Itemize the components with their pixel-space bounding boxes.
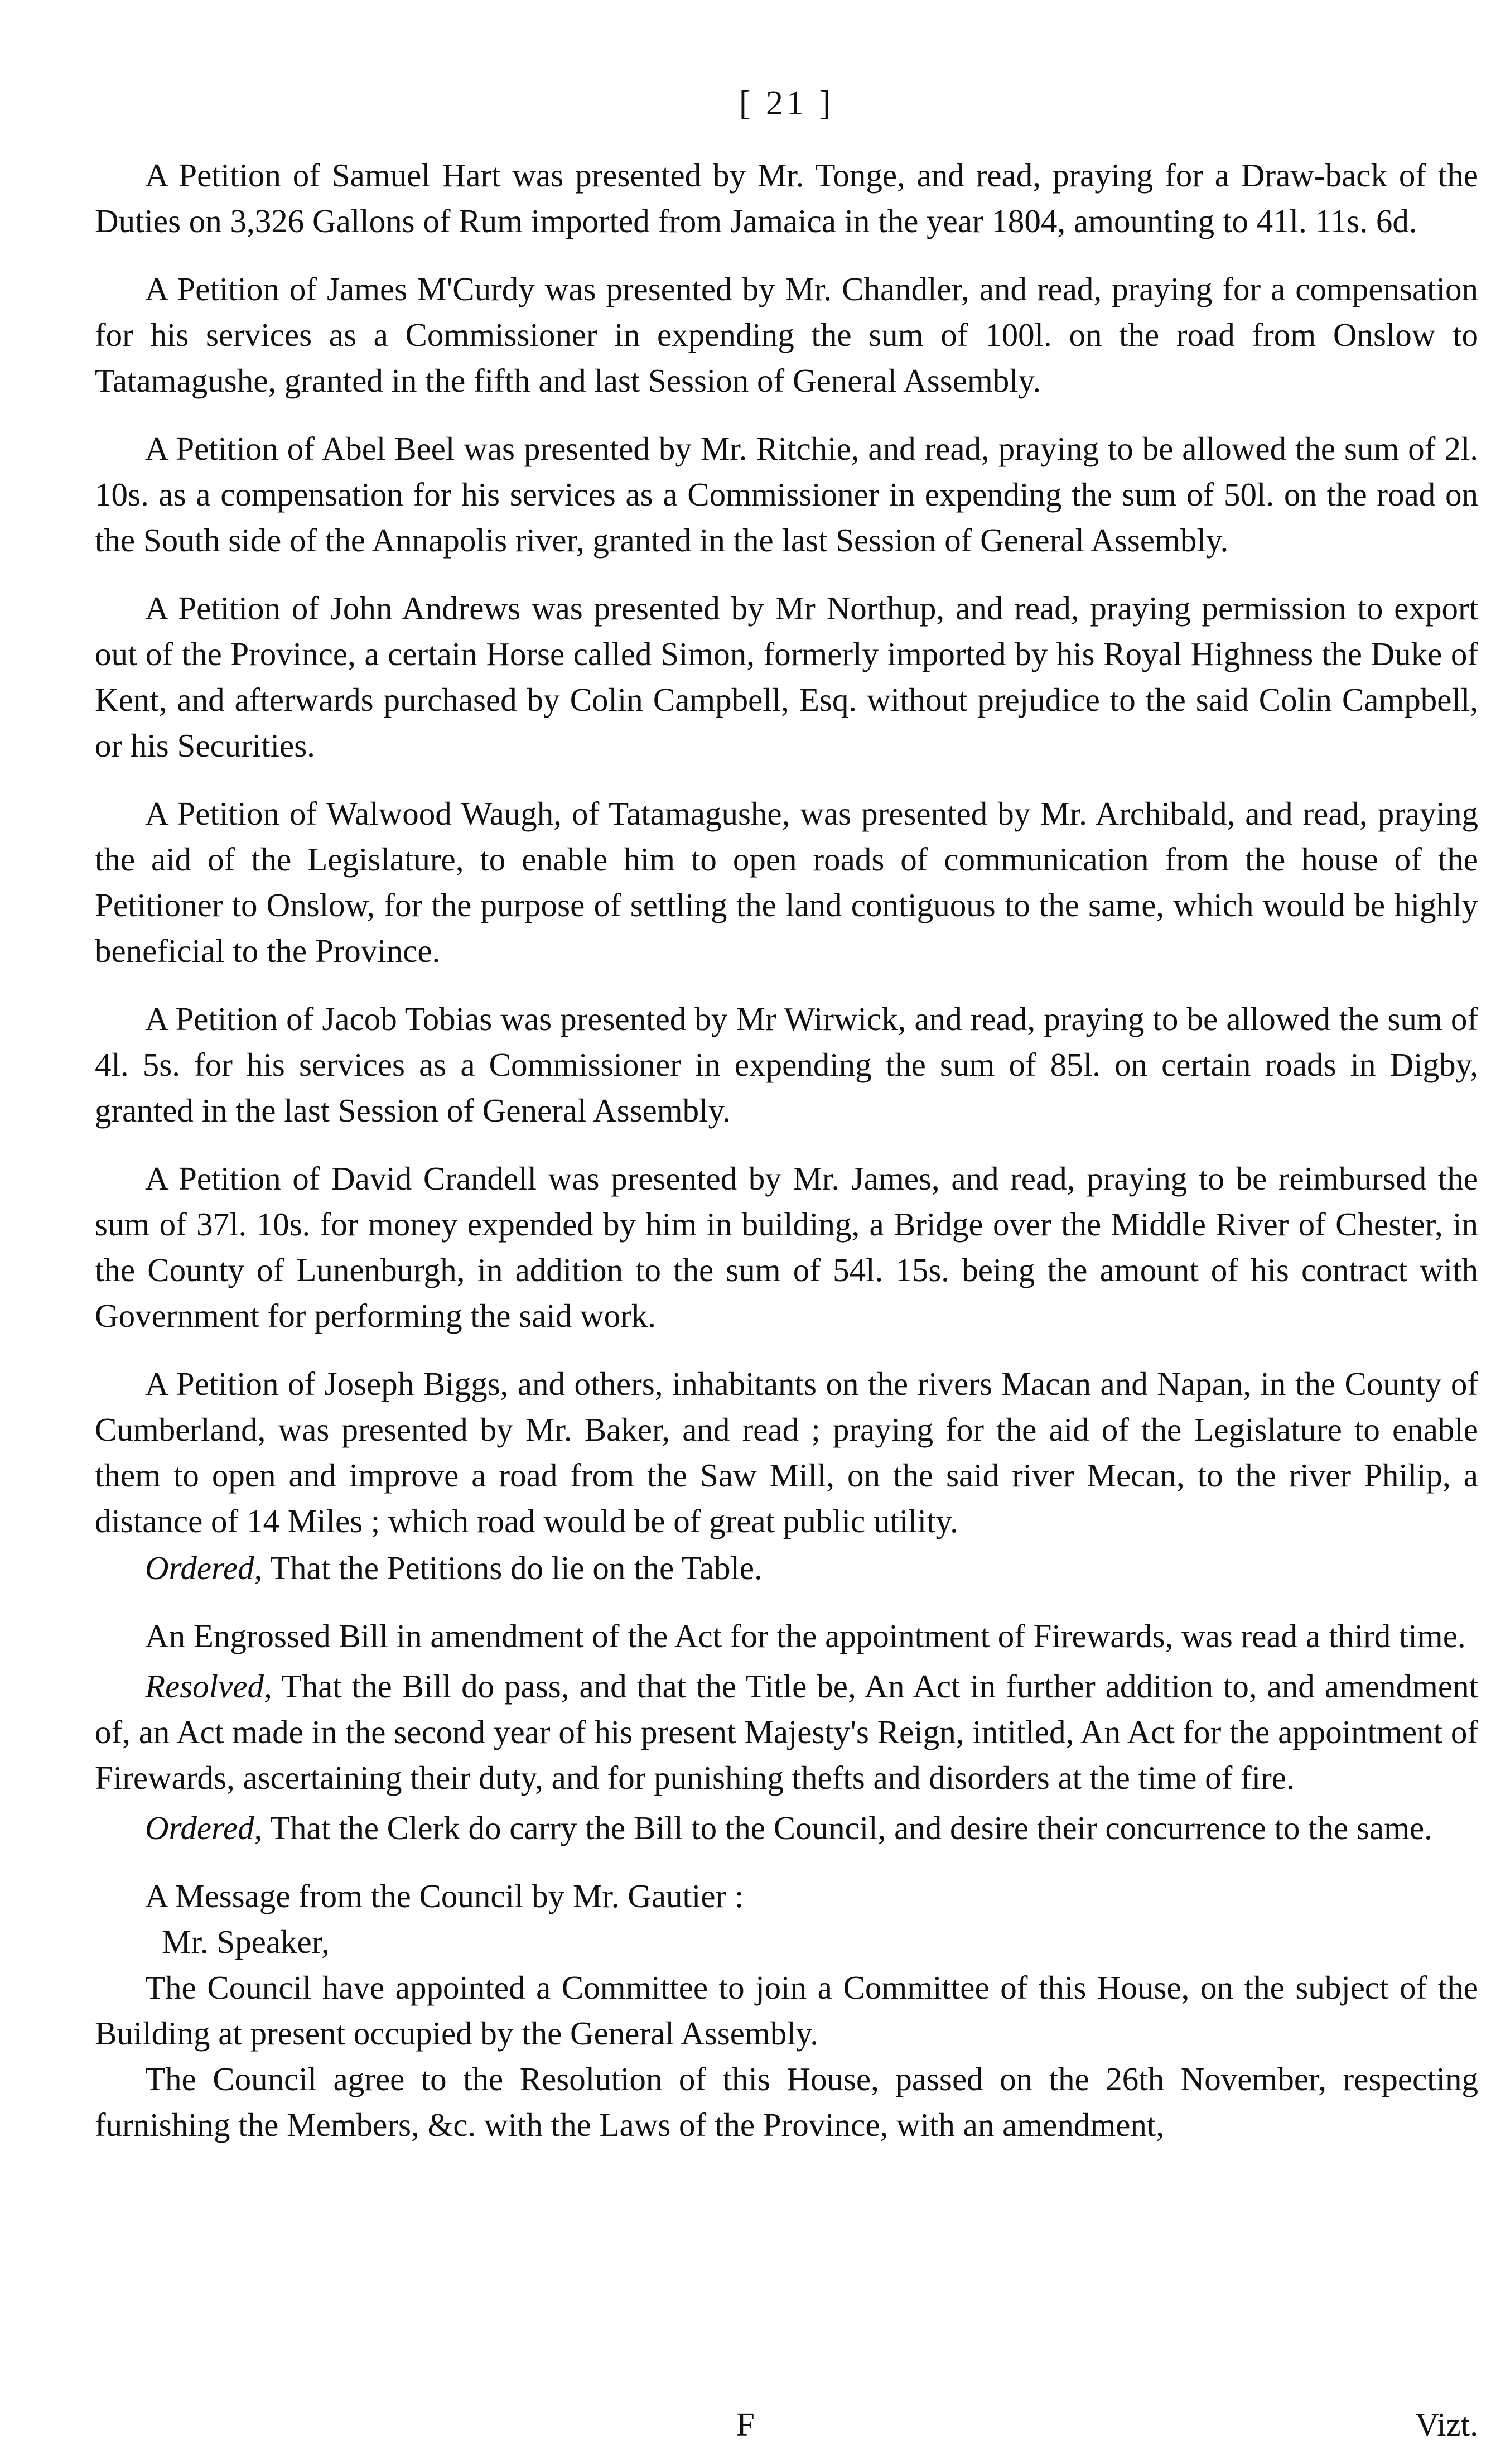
petition-paragraph-6: A Petition of Jacob Tobias was presented by Mr Wirwick, and read, praying to be allowed the sum of 4l. 5s. for his services as a Commissioner in expending the sum of 85l. on certain roads in Digby, granted in the last Session of General Assembly. — [95, 1000, 1478, 1129]
engrossed-bill-paragraph: An Engrossed Bill in amendment of the Act for the appointment of Firewards, was read a third time. — [145, 1618, 1466, 1654]
ordered-lead: Ordered, — [145, 1549, 263, 1586]
message-line-2: The Council agree to the Resolution of this House, passed on the 26th November, respecting furnishing the Members, &c. with the Laws of the Province, with an amendment, — [95, 2061, 1478, 2143]
petition-paragraph-5: A Petition of Walwood Waugh, of Tatamagushe, was presented by Mr. Archibald, and read, praying the aid of the Legislature, to enable him to open roads of communication from the house of the Petitioner to Onslow, for the purpose of settling the land contiguous to the same, which would be highly beneficial to the Province. — [95, 795, 1478, 969]
page-number: [ 21 ] — [739, 84, 834, 122]
signature-mark: F — [736, 2406, 755, 2443]
petition-paragraph-1: A Petition of Samuel Hart was presented by Mr. Tonge, and read, praying for a Draw-back of the Duties on 3,326 Gallons of Rum imported from Jamaica in the year 1804, amounting to 41l. 11s. 6d. — [95, 157, 1478, 239]
catchword: Vizt. — [1415, 2406, 1478, 2443]
ordered-clerk — [95, 1805, 1478, 1851]
petition-paragraph-2: A Petition of James M'Curdy was presented by Mr. Chandler, and read, praying for a compensation for his services as a Commissioner in expending the sum of 100l. on the road from Onslow to Tatamagushe, granted in the fifth and last Session of General Assembly. — [95, 271, 1478, 399]
ordered-petitions — [95, 1545, 1478, 1591]
resolved-text: That the Bill do pass, and that the Title be, An Act in further addition to, and amendment of, an Act made in the second year of his present Majesty's Reign, intitled, An Act for the appointment of Firewards, ascertaining their duty, and for punishing thefts and disorders at the time of fire. — [95, 1668, 1478, 1796]
ordered-text: That the Petitions do lie on the Table. — [262, 1549, 763, 1586]
message-line-1: The Council have appointed a Committee to join a Committee of this House, on the subject of the Building at present occupied by the General Assembly. — [95, 1969, 1478, 2052]
document-page — [95, 84, 1478, 2444]
resolved-paragraph — [95, 1663, 1478, 1801]
message-salutation: Mr. Speaker, — [162, 1923, 330, 1960]
resolved-lead: Resolved, — [145, 1668, 272, 1705]
petition-paragraph-4: A Petition of John Andrews was presented by Mr Northup, and read, praying permission to export out of the Province, a certain Horse called Simon, formerly imported by his Royal Highness the Duke of Kent, and afterwards purchased by Colin Campbell, Esq. without prejudice to the said Colin Campbell, or his Securities. — [95, 590, 1478, 764]
petition-paragraph-7: A Petition of David Crandell was presented by Mr. James, and read, praying to be reimbursed the sum of 37l. 10s. for money expended by him in building, a Bridge over the Middle River of Chester, in the County of Lunenburgh, in addition to the sum of 54l. 15s. being the amount of his contract with Government for performing the said work. — [95, 1160, 1478, 1334]
petition-paragraph-8: A Petition of Joseph Biggs, and others, inhabitants on the rivers Macan and Napan, in the County of Cumberland, was presented by Mr. Baker, and read ; praying for the aid of the Legislature to enable them to open and improve a road from the Saw Mill, on the said river Mecan, to the river Philip, a distance of 14 Miles ; which road would be of great public utility. — [95, 1365, 1478, 1539]
message-intro: A Message from the Council by Mr. Gautier : — [145, 1878, 744, 1914]
petition-paragraph-3: A Petition of Abel Beel was presented by Mr. Ritchie, and read, praying to be allowed the sum of 2l. 10s. as a compensation for his services as a Commissioner in expending the sum of 50l. on the road on the South side of the Annapolis river, granted in the last Session of General Assembly. — [95, 430, 1478, 559]
ordered-clerk-lead: Ordered, — [145, 1810, 263, 1846]
ordered-clerk-text: That the Clerk do carry the Bill to the Council, and desire their concurrence to the same. — [262, 1810, 1432, 1846]
